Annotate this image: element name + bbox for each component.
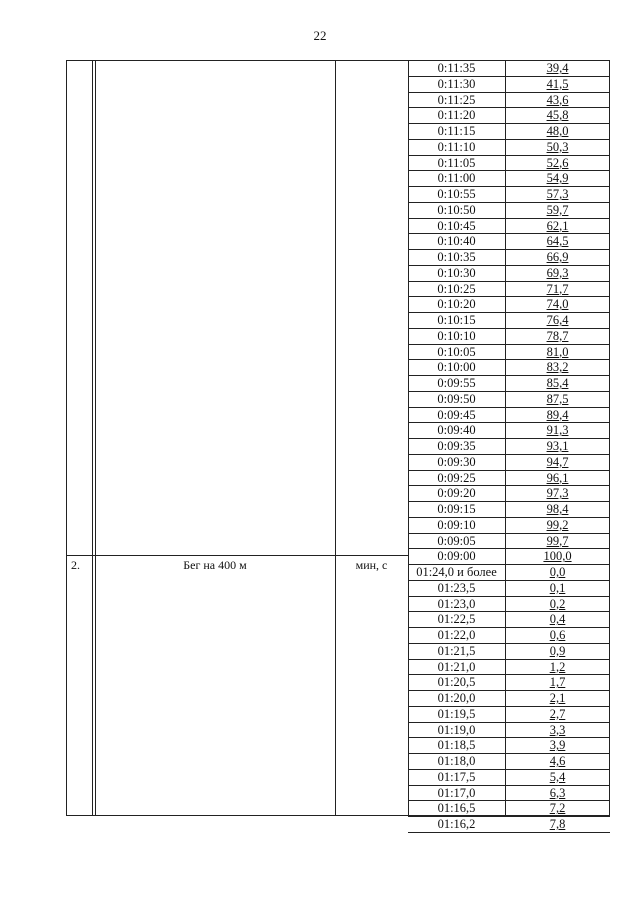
table-row <box>408 817 610 833</box>
time-cell: 01:17,0 <box>437 785 476 800</box>
time-cell: 01:18,5 <box>437 738 476 753</box>
time-cell: 0:10:20 <box>437 297 476 312</box>
points-value: 94,7 <box>546 454 569 469</box>
points-value: 43,6 <box>546 92 569 107</box>
table-row <box>408 171 610 187</box>
points-cell <box>505 502 610 518</box>
points-cell <box>505 313 610 329</box>
points-value: 54,9 <box>546 171 569 186</box>
points-cell <box>505 455 610 471</box>
points-cell <box>505 518 610 534</box>
time-cell: 01:16,2 <box>437 817 476 831</box>
points-value: 41,5 <box>546 76 569 91</box>
time-cell: 0:11:05 <box>437 155 476 170</box>
time-cell: 0:10:15 <box>437 313 476 327</box>
table-row <box>408 801 610 817</box>
table-row <box>408 234 610 250</box>
points-cell <box>505 219 610 235</box>
points-cell <box>505 124 610 140</box>
points-cell <box>505 234 610 250</box>
points-value: 76,4 <box>546 313 569 327</box>
table-row <box>408 723 610 739</box>
points-cell <box>505 171 610 187</box>
col-divider-1 <box>92 61 93 815</box>
table-row <box>408 565 610 581</box>
table-row <box>408 297 610 313</box>
table-row <box>408 156 610 172</box>
table-row <box>408 754 610 770</box>
points-cell <box>505 675 610 691</box>
points-value: 98,4 <box>546 502 569 516</box>
col-divider-1b <box>95 61 96 815</box>
time-cell: 0:09:00 <box>437 549 476 564</box>
table-row <box>408 502 610 518</box>
points-value: 57,3 <box>546 187 569 201</box>
table-row <box>408 345 610 361</box>
points-value: 91,3 <box>546 423 569 438</box>
time-cell: 0:09:25 <box>437 470 476 485</box>
table-row <box>408 61 610 77</box>
time-cell: 0:09:55 <box>437 376 476 390</box>
table-row <box>408 360 610 376</box>
points-cell <box>505 77 610 93</box>
time-cell: 0:11:15 <box>437 124 476 138</box>
time-cell: 0:10:40 <box>437 234 476 249</box>
time-cell: 0:11:35 <box>437 61 476 75</box>
time-cell: 0:11:30 <box>437 76 476 91</box>
table-row <box>408 471 610 487</box>
table-row <box>408 628 610 644</box>
section-separator <box>67 555 408 556</box>
points-cell <box>505 691 610 707</box>
time-cell: 0:10:05 <box>437 344 476 359</box>
table-row <box>408 282 610 298</box>
table-row <box>408 707 610 723</box>
points-cell <box>505 471 610 487</box>
time-cell: 01:22,0 <box>437 628 476 642</box>
table-row <box>408 660 610 676</box>
time-cell: 01:19,0 <box>437 722 476 737</box>
points-value: 48,0 <box>546 124 569 138</box>
time-cell: 0:09:10 <box>437 517 476 532</box>
table-row <box>408 691 610 707</box>
time-cell: 0:11:20 <box>437 108 476 123</box>
points-cell <box>505 187 610 203</box>
time-cell: 0:09:20 <box>437 486 476 501</box>
points-cell <box>505 423 610 439</box>
table-row <box>408 738 610 754</box>
points-cell <box>505 549 610 565</box>
points-value: 39,4 <box>546 61 569 75</box>
unit-label: мин, с <box>355 558 388 572</box>
points-value: 45,8 <box>546 108 569 123</box>
table-row <box>408 203 610 219</box>
points-cell <box>505 644 610 660</box>
table-row <box>408 219 610 235</box>
points-value: 50,3 <box>546 139 569 154</box>
points-cell <box>505 707 610 723</box>
points-value: 0,2 <box>549 596 566 611</box>
points-value: 2,1 <box>549 691 566 705</box>
points-cell <box>505 282 610 298</box>
points-cell <box>505 297 610 313</box>
points-value: 6,3 <box>549 785 566 800</box>
table-row <box>408 124 610 140</box>
time-cell: 0:09:15 <box>437 502 476 516</box>
time-cell: 01:21,0 <box>437 659 476 674</box>
points-value: 0,0 <box>549 565 566 579</box>
points-value: 1,7 <box>549 675 566 690</box>
points-cell <box>505 140 610 156</box>
time-cell: 01:19,5 <box>437 706 476 721</box>
points-cell <box>505 266 610 282</box>
points-value: 4,6 <box>549 754 566 768</box>
points-value: 85,4 <box>546 376 569 390</box>
points-cell <box>505 156 610 172</box>
points-value: 7,2 <box>549 801 566 816</box>
points-cell <box>505 597 610 613</box>
points-cell <box>505 786 610 802</box>
exercise-name: Бег на 400 м <box>183 558 247 572</box>
table-row <box>408 549 610 565</box>
points-cell <box>505 108 610 124</box>
time-cell: 0:11:00 <box>437 171 476 186</box>
points-value: 64,5 <box>546 234 569 249</box>
table-row <box>408 439 610 455</box>
points-value: 99,7 <box>546 533 569 548</box>
points-cell <box>505 392 610 408</box>
points-cell <box>505 250 610 266</box>
time-cell: 0:10:30 <box>437 265 476 280</box>
points-cell <box>505 628 610 644</box>
points-value: 1,2 <box>549 659 566 674</box>
points-cell <box>505 408 610 424</box>
points-cell <box>505 723 610 739</box>
time-cell: 0:10:35 <box>437 250 476 264</box>
time-cell: 0:09:30 <box>437 454 476 469</box>
table-row <box>408 329 610 345</box>
points-cell <box>505 329 610 345</box>
points-value: 0,4 <box>549 612 566 627</box>
points-cell <box>505 486 610 502</box>
points-value: 3,9 <box>549 738 566 753</box>
time-cell: 01:20,0 <box>437 691 476 705</box>
points-cell <box>505 534 610 550</box>
points-cell <box>505 376 610 392</box>
table-row <box>408 77 610 93</box>
points-cell <box>505 439 610 455</box>
time-cell: 01:18,0 <box>437 754 476 768</box>
time-cell: 01:17,5 <box>437 769 476 784</box>
points-value: 5,4 <box>549 769 566 784</box>
points-cell <box>505 581 610 597</box>
points-cell <box>505 360 610 376</box>
points-value: 2,7 <box>549 706 566 721</box>
points-value: 59,7 <box>546 202 569 217</box>
points-value: 100,0 <box>543 549 572 564</box>
time-cell: 0:10:00 <box>437 360 476 375</box>
time-cell: 01:22,5 <box>437 612 476 627</box>
points-value: 83,2 <box>546 360 569 375</box>
time-cell: 0:09:40 <box>437 423 476 438</box>
points-value: 66,9 <box>546 250 569 264</box>
time-cell: 01:16,5 <box>437 801 476 816</box>
time-cell: 0:09:35 <box>437 439 476 453</box>
time-cell: 0:09:05 <box>437 533 476 548</box>
table-row <box>408 455 610 471</box>
table-row <box>408 770 610 786</box>
time-cell: 01:20,5 <box>437 675 476 690</box>
table-row <box>408 534 610 550</box>
time-cell: 01:23,5 <box>437 580 476 595</box>
table-row <box>408 93 610 109</box>
time-cell: 01:24,0 и более <box>416 565 497 579</box>
table-row <box>408 376 610 392</box>
table-row <box>408 518 610 534</box>
scores-table <box>66 60 610 831</box>
points-cell <box>505 345 610 361</box>
table-row <box>408 612 610 628</box>
table-row <box>408 597 610 613</box>
table-row <box>408 786 610 802</box>
points-cell <box>505 93 610 109</box>
points-value: 0,6 <box>549 628 566 642</box>
points-value: 62,1 <box>546 218 569 233</box>
time-cell: 0:10:55 <box>437 187 476 201</box>
table-row <box>408 392 610 408</box>
points-value: 3,3 <box>549 722 566 737</box>
points-value: 97,3 <box>546 486 569 501</box>
points-cell <box>505 770 610 786</box>
section-number: 2. <box>71 558 80 572</box>
points-value: 69,3 <box>546 265 569 280</box>
points-cell <box>505 738 610 754</box>
points-cell <box>505 565 610 581</box>
time-cell: 0:10:25 <box>437 281 476 296</box>
points-cell <box>505 801 610 817</box>
points-cell <box>505 61 610 77</box>
points-cell <box>505 660 610 676</box>
time-cell: 0:10:50 <box>437 202 476 217</box>
table-row <box>408 408 610 424</box>
points-cell <box>505 817 610 833</box>
points-cell <box>505 754 610 770</box>
points-value: 0,1 <box>549 580 566 595</box>
table-row <box>408 486 610 502</box>
points-value: 99,2 <box>546 517 569 532</box>
points-value: 78,7 <box>546 328 569 343</box>
table-row <box>408 250 610 266</box>
points-value: 81,0 <box>546 344 569 359</box>
points-value: 74,0 <box>546 297 569 312</box>
time-cell: 0:10:45 <box>437 218 476 233</box>
points-value: 89,4 <box>546 407 569 422</box>
time-cell: 0:09:45 <box>437 407 476 422</box>
points-cell <box>505 203 610 219</box>
table-row <box>408 187 610 203</box>
col-divider-2 <box>335 61 336 815</box>
table-row <box>408 266 610 282</box>
table-row <box>408 675 610 691</box>
time-cell: 01:23,0 <box>437 596 476 611</box>
table-row <box>408 140 610 156</box>
points-value: 87,5 <box>546 391 569 406</box>
time-cell: 0:11:10 <box>437 139 476 154</box>
table-row <box>408 313 610 329</box>
time-cell: 01:21,5 <box>437 643 476 658</box>
points-cell <box>505 612 610 628</box>
points-value: 7,8 <box>549 817 566 831</box>
points-value: 0,9 <box>549 643 566 658</box>
table-row <box>408 581 610 597</box>
points-value: 52,6 <box>546 155 569 170</box>
table-row <box>408 644 610 660</box>
time-cell: 0:11:25 <box>437 92 476 107</box>
points-value: 96,1 <box>546 470 569 485</box>
points-value: 71,7 <box>546 281 569 296</box>
time-cell: 0:10:10 <box>437 328 476 343</box>
page-number: 22 <box>313 28 327 43</box>
table-row <box>408 108 610 124</box>
time-cell: 0:09:50 <box>437 391 476 406</box>
table-row <box>408 423 610 439</box>
points-value: 93,1 <box>546 439 569 453</box>
